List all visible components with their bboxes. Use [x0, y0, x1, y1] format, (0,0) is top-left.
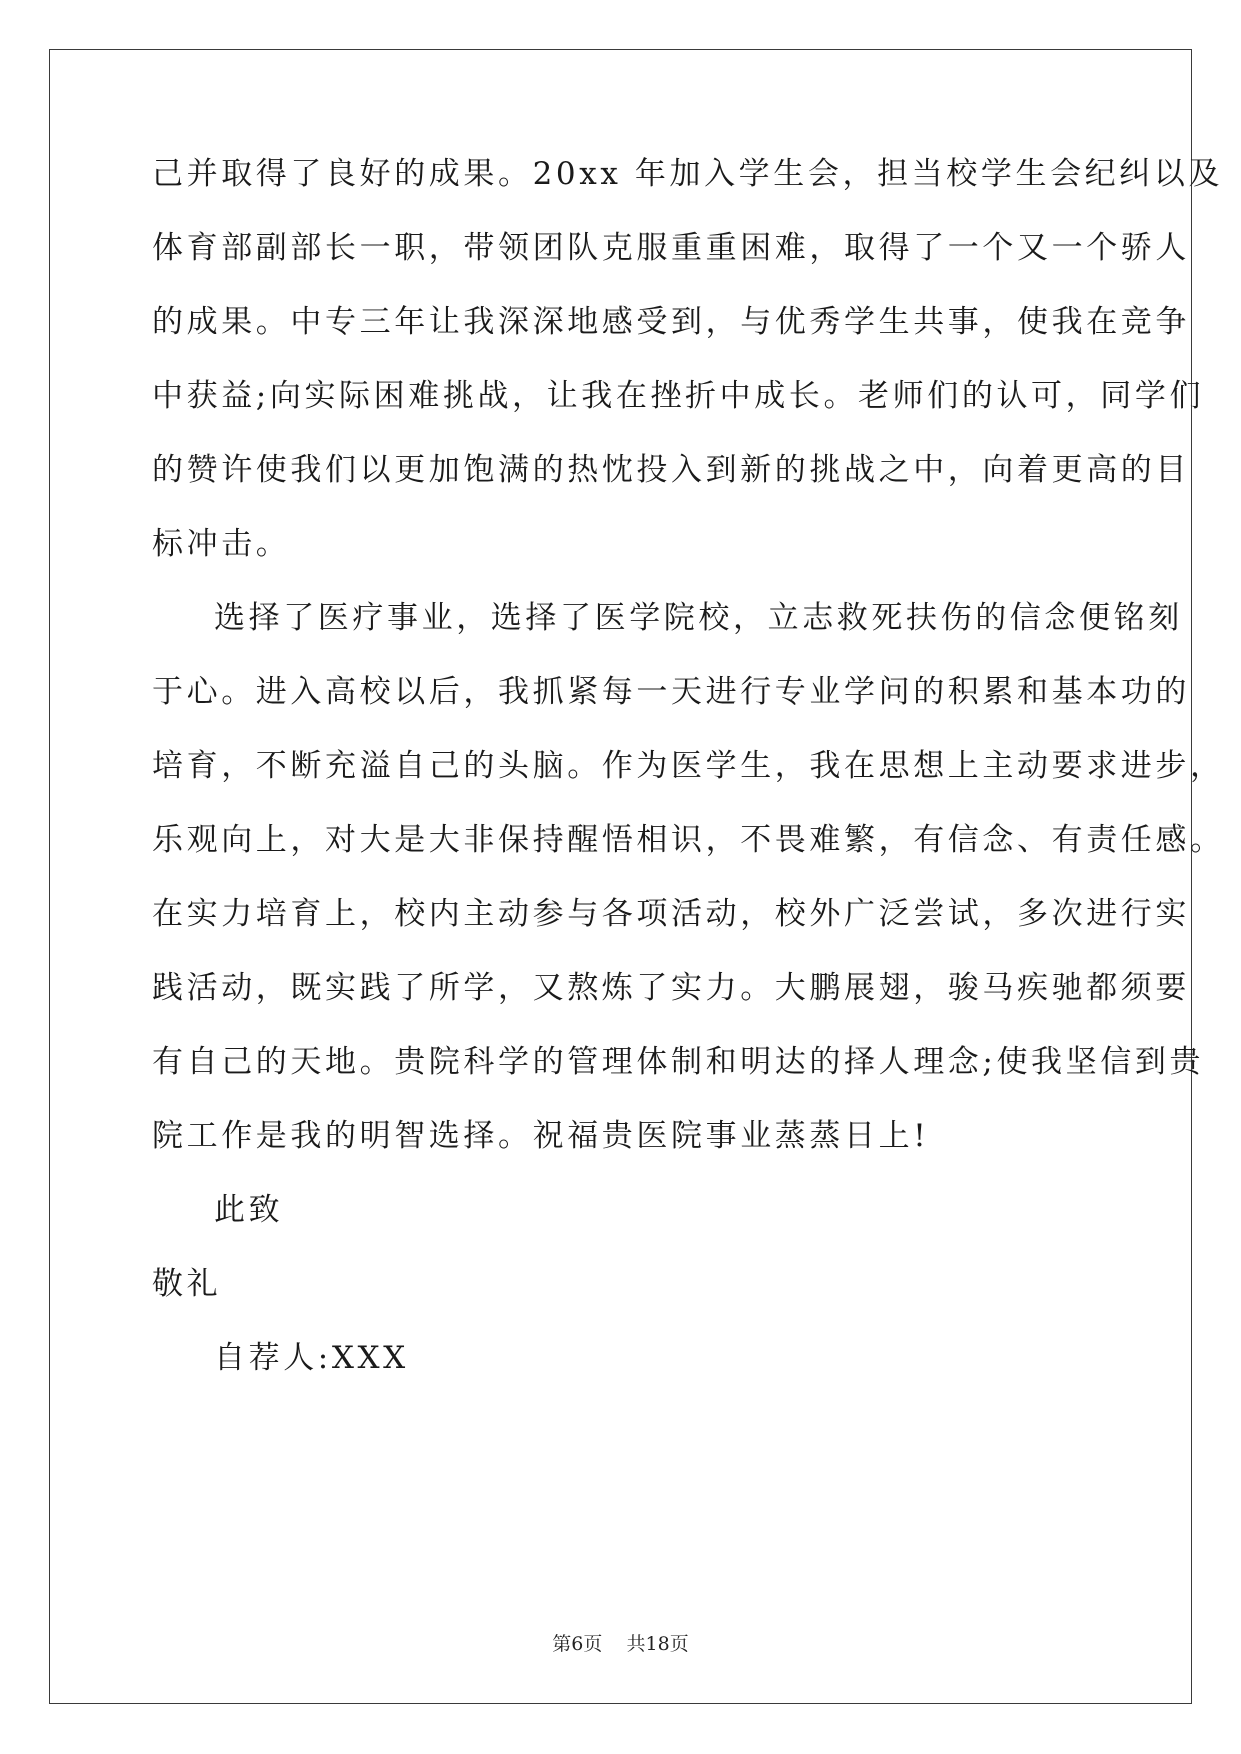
page-footer: [0, 1632, 1241, 1656]
paragraph-line: 的成果。中专三年让我深深地感受到，与优秀学生共事，使我在竞争: [152, 304, 1190, 340]
page-border: [49, 49, 1192, 1704]
paragraph-line: 中获益;向实际困难挑战，让我在挫折中成长。老师们的认可，同学们: [152, 378, 1205, 414]
paragraph-line: 院工作是我的明智选择。祝福贵医院事业蒸蒸日上!: [152, 1118, 930, 1154]
paragraph-line: 有自己的天地。贵院科学的管理体制和明达的择人理念;使我坚信到贵: [152, 1044, 1205, 1080]
paragraph-line: 选择了医疗事业，选择了医学院校，立志救死扶伤的信念便铭刻: [214, 600, 1183, 636]
signature-line: 自荐人:XXX: [214, 1340, 409, 1376]
paragraph-line: 体育部副部长一职，带领团队克服重重困难，取得了一个又一个骄人: [152, 230, 1190, 266]
paragraph-line: 己并取得了良好的成果。20xx 年加入学生会，担当校学生会纪纠以及: [152, 156, 1224, 192]
paragraph-line: 培育，不断充溢自己的头脑。作为医学生，我在思想上主动要求进步，: [152, 748, 1225, 784]
paragraph-line: 的赞许使我们以更加饱满的热忱投入到新的挑战之中，向着更高的目: [152, 452, 1190, 488]
page-number: 第6页: [552, 1633, 603, 1655]
page-total: 共18页: [626, 1633, 689, 1655]
paragraph-line: 标冲击。: [152, 526, 291, 562]
closing-line: 此致: [214, 1192, 284, 1228]
paragraph-line: 在实力培育上，校内主动参与各项活动，校外广泛尝试，多次进行实: [152, 896, 1190, 932]
paragraph-line: 乐观向上，对大是大非保持醒悟相识，不畏难繁，有信念、有责任感。: [152, 822, 1225, 858]
paragraph-line: 于心。进入高校以后，我抓紧每一天进行专业学问的积累和基本功的: [152, 674, 1190, 710]
salutation-line: 敬礼: [152, 1266, 222, 1302]
paragraph-line: 践活动，既实践了所学，又熬炼了实力。大鹏展翅，骏马疾驰都须要: [152, 970, 1190, 1006]
